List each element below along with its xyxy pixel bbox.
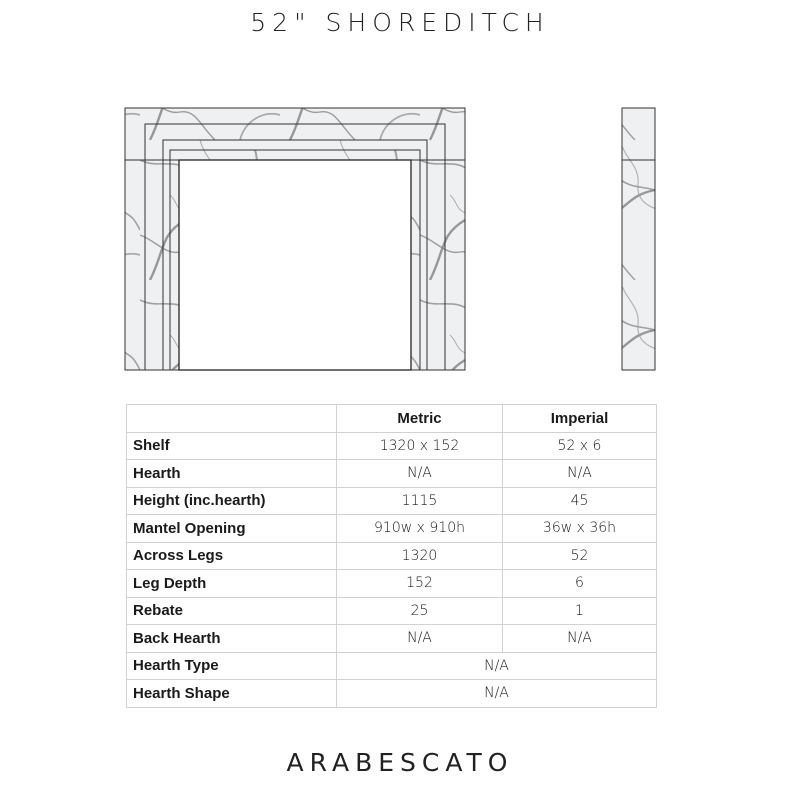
table-row-merged [127, 680, 657, 708]
header-metric: Metric [337, 405, 503, 433]
imperial-value: 36w x 36h [503, 515, 657, 543]
row-label: Shelf [127, 432, 337, 460]
table-header-row [127, 405, 657, 433]
row-label: Across Legs [127, 542, 337, 570]
row-label: Leg Depth [127, 570, 337, 598]
imperial-value: N/A [503, 625, 657, 653]
header-blank [127, 405, 337, 433]
row-label: Height (inc.hearth) [127, 487, 337, 515]
row-label: Hearth [127, 460, 337, 488]
metric-value: N/A [337, 460, 503, 488]
row-label: Hearth Shape [127, 680, 337, 708]
table-row [127, 542, 657, 570]
table-row [127, 570, 657, 598]
metric-value: N/A [337, 625, 503, 653]
merged-value: N/A [337, 652, 657, 680]
product-title: 52" SHOREDITCH [250, 8, 550, 37]
side-elevation [622, 108, 655, 370]
row-label: Hearth Type [127, 652, 337, 680]
merged-value: N/A [337, 680, 657, 708]
imperial-value: 6 [503, 570, 657, 598]
row-label: Mantel Opening [127, 515, 337, 543]
imperial-value: 1 [503, 597, 657, 625]
metric-value: 152 [337, 570, 503, 598]
metric-value: 910w x 910h [337, 515, 503, 543]
metric-value: 1115 [337, 487, 503, 515]
material-name: ARABESCATO [286, 748, 514, 777]
front-elevation [125, 108, 465, 370]
metric-value: 1320 x 152 [337, 432, 503, 460]
table-row [127, 515, 657, 543]
header-imperial: Imperial [503, 405, 657, 433]
imperial-value: 52 [503, 542, 657, 570]
row-label: Back Hearth [127, 625, 337, 653]
table-row-merged [127, 652, 657, 680]
specifications-table [126, 404, 657, 708]
table-row [127, 460, 657, 488]
imperial-value: 45 [503, 487, 657, 515]
table-row [127, 432, 657, 460]
table-row [127, 597, 657, 625]
metric-value: 1320 [337, 542, 503, 570]
table-row [127, 487, 657, 515]
row-label: Rebate [127, 597, 337, 625]
imperial-value: 52 x 6 [503, 432, 657, 460]
table-row [127, 625, 657, 653]
imperial-value: N/A [503, 460, 657, 488]
metric-value: 25 [337, 597, 503, 625]
